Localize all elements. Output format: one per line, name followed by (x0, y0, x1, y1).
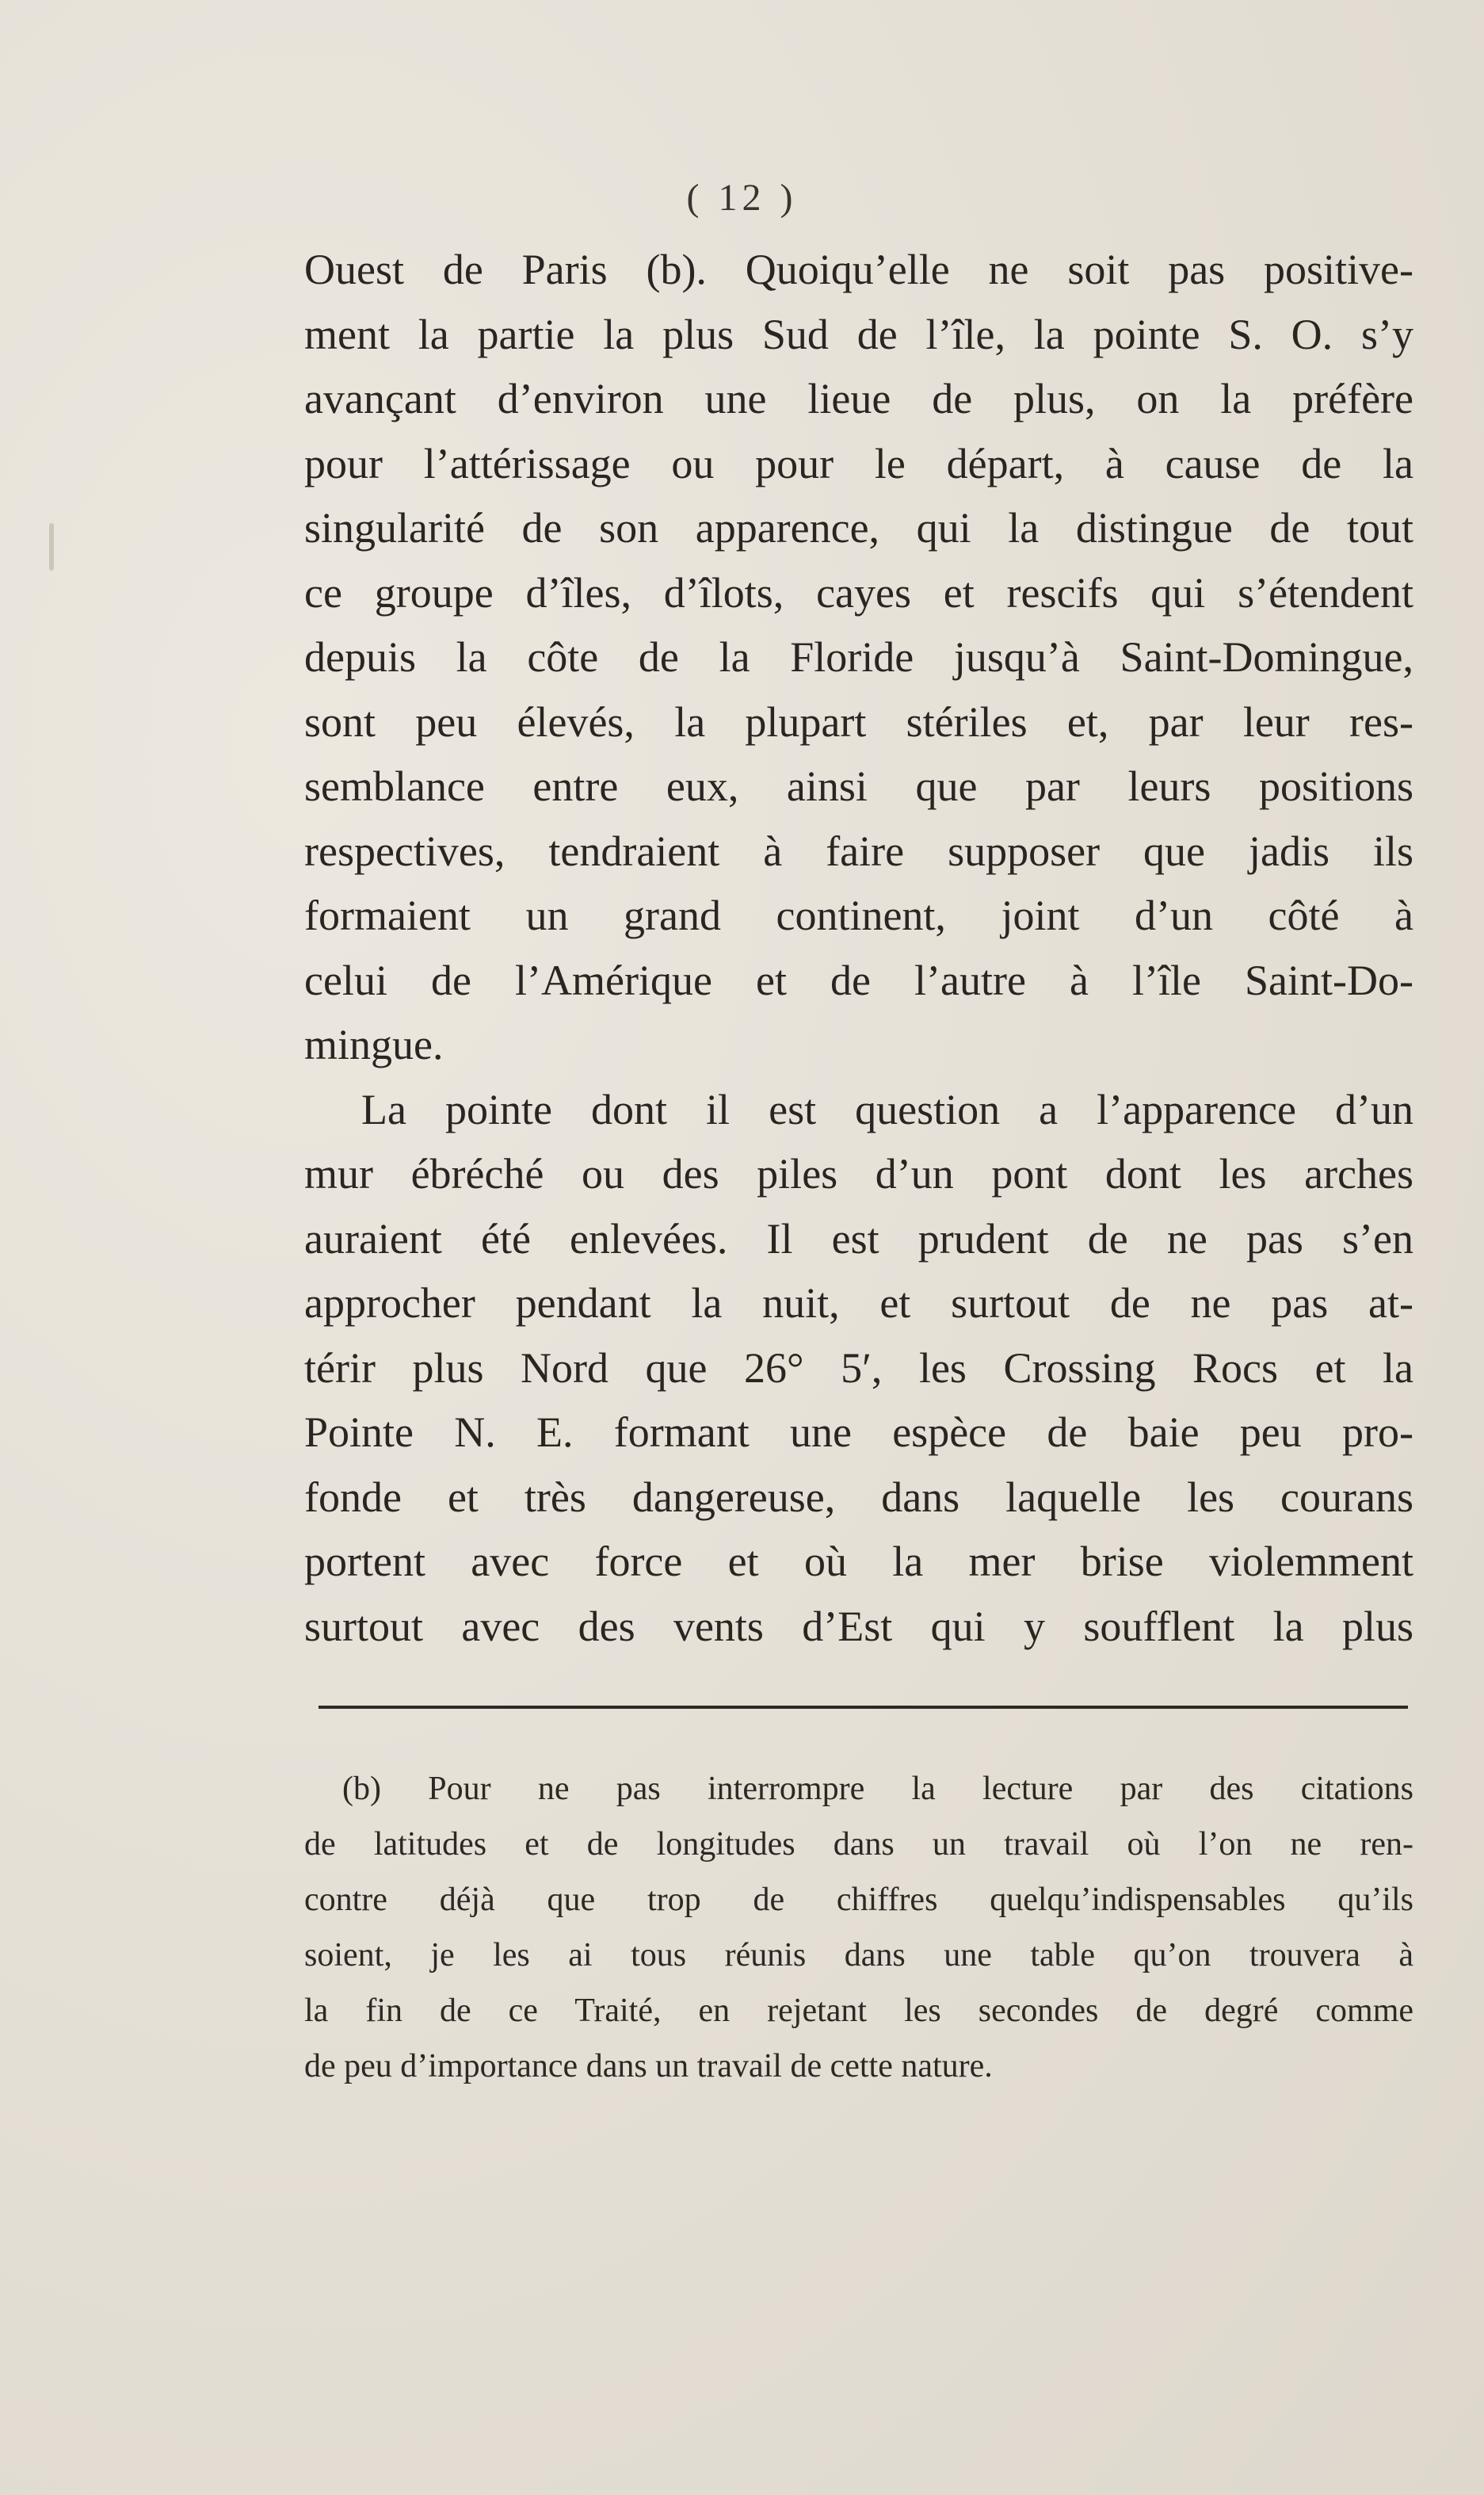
text-line: ce groupe d’îles, d’îlots, cayes et rescifs qui s’étendent (304, 568, 1413, 617)
footnote-line: contre déjà que trop de chiffres quelqu’indispensables qu’ils (304, 1882, 1413, 1918)
text-line: mur ébréché ou des piles d’un pont dont les arches (304, 1150, 1413, 1198)
main-text-block (304, 238, 1413, 1659)
footnote-line: (b) Pour ne pas interrompre la lecture par des citations (342, 1771, 1413, 1807)
paragraph-start-line: La pointe dont il est question a l’apparence d’un (361, 1085, 1413, 1133)
text-line: Pointe N. E. formant une espèce de baie peu pro- (304, 1408, 1413, 1456)
footnote-line: de peu d’importance dans un travail de cette nature. (304, 2048, 993, 2084)
text-line: portent avec force et où la mer brise violemment (304, 1538, 1413, 1585)
page-number: ( 12 ) (686, 177, 798, 219)
paragraph-end-line: mingue. (304, 1021, 444, 1068)
text-line: avançant d’environ une lieue de plus, on la préfère (304, 375, 1413, 422)
text-line: surtout avec des vents d’Est qui y soufflent la plus (304, 1602, 1413, 1650)
text-line: singularité de son apparence, qui la distingue de tout (304, 504, 1413, 552)
footnote-line: de latitudes et de longitudes dans un travail où l’on ne ren- (304, 1826, 1413, 1863)
footnote-line: la fin de ce Traité, en rejetant les secondes de degré comme (304, 1993, 1413, 2029)
text-line: sont peu élevés, la plupart stériles et, par leur res- (304, 697, 1413, 746)
text-line: ment la partie la plus Sud de l’île, la pointe S. O. s’y (304, 310, 1413, 358)
text-line: formaient un grand continent, joint d’un côté à (304, 892, 1413, 939)
text-line: Ouest de Paris (b). Quoiqu’elle ne soit pas positive- (304, 246, 1413, 293)
footnote-line: soient, je les ai tous réunis dans une table qu’on trouvera à (304, 1937, 1413, 1973)
text-line: auraient été enlevées. Il est prudent de ne pas s’en (304, 1214, 1413, 1263)
text-line: depuis la côte de la Floride jusqu’à Saint-Domingue, (304, 633, 1413, 681)
text-line: semblance entre eux, ainsi que par leurs positions (304, 762, 1413, 810)
footnote-separator-rule (319, 1706, 1408, 1709)
text-line: respectives, tendraient à faire supposer que jadis ils (304, 827, 1413, 875)
text-line: approcher pendant la nuit, et surtout de ne pas at- (304, 1279, 1413, 1327)
text-line: pour l’attérissage ou pour le départ, à cause de la (304, 439, 1413, 487)
text-line: celui de l’Amérique et de l’autre à l’île Saint-Do- (304, 956, 1413, 1004)
text-line: térir plus Nord que 26° 5′, les Crossing Rocs et la (304, 1343, 1413, 1392)
footnote-block (304, 1761, 1413, 2094)
margin-stain (49, 523, 54, 571)
text-line: fonde et très dangereuse, dans laquelle les courans (304, 1473, 1413, 1521)
